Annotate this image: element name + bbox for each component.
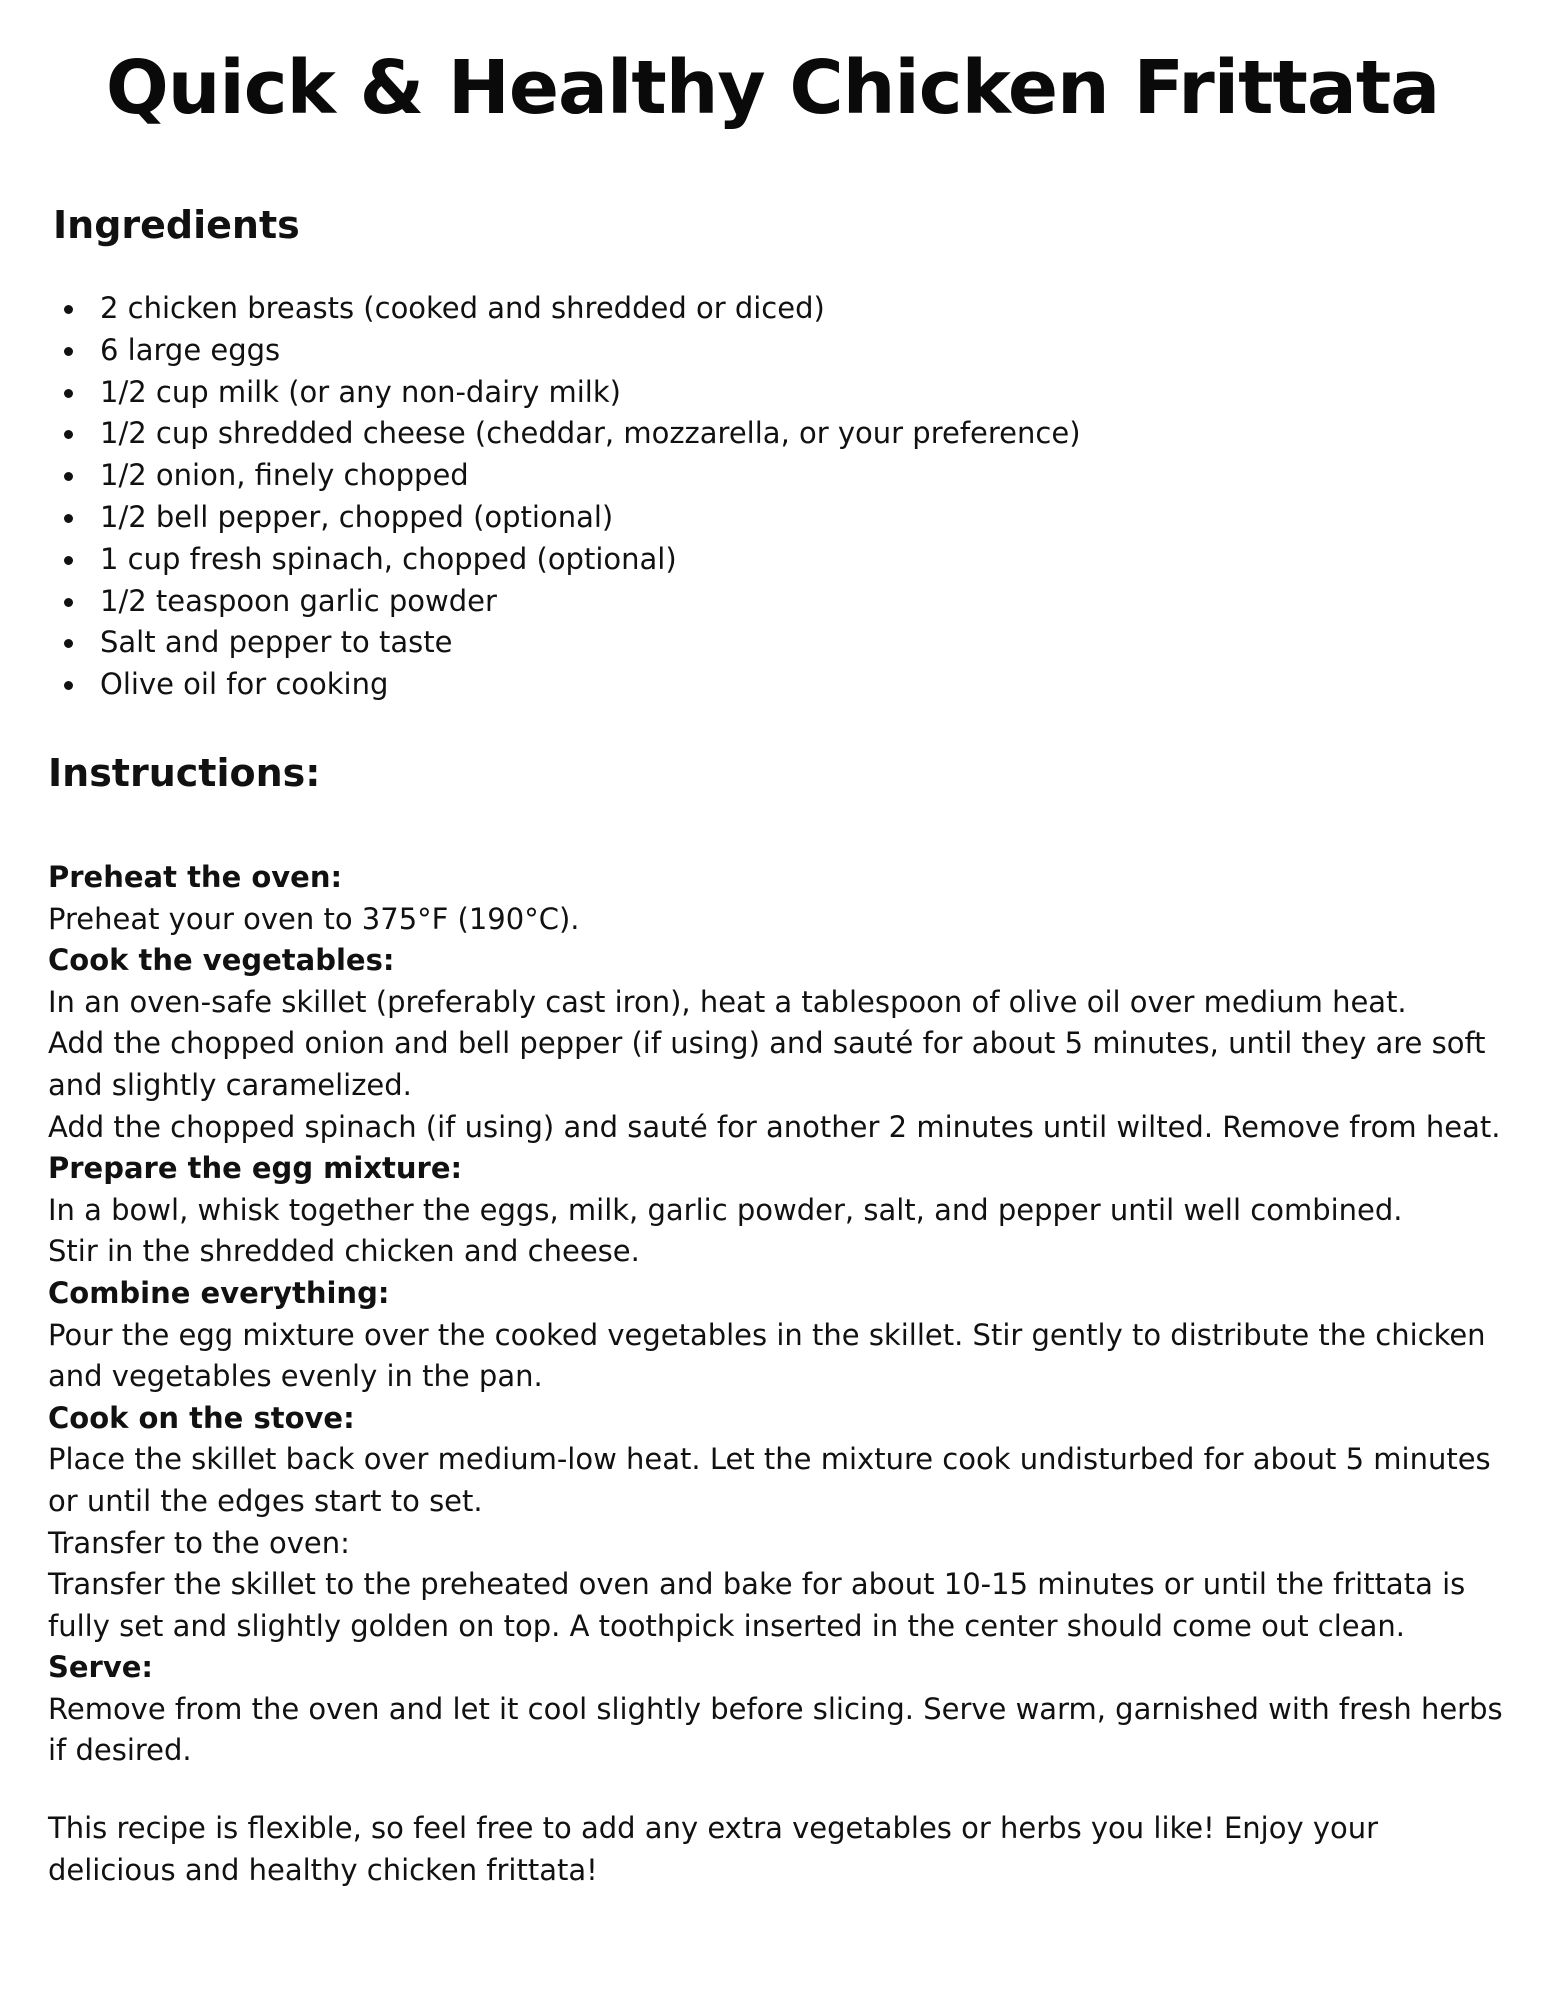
step-title: Preheat the oven: [48, 860, 343, 894]
ingredient-item: 1/2 teaspoon garlic powder [58, 581, 1081, 623]
page-title: Quick & Healthy Chicken Frittata [105, 45, 1440, 131]
step-text: Pour the egg mixture over the cooked vegetables in the skillet. Stir gently to distribute the chicken and vegetables evenly in the pan. [48, 1317, 1486, 1394]
ingredient-item: Olive oil for cooking [58, 664, 1081, 706]
step-text: Transfer the skillet to the preheated oven and bake for about 10-15 minutes or until the frittata is fully set and slightly golden on top. A toothpick inserted in the center should come out clean. [48, 1567, 1466, 1643]
bullet-icon [64, 514, 73, 523]
step-preheat [48, 857, 1508, 940]
ingredient-item: Salt and pepper to taste [58, 622, 1081, 664]
ingredient-item: 1/2 onion, finely chopped [58, 455, 1081, 497]
step-text: In a bowl, whisk together the eggs, milk, garlic powder, salt, and pepper until well combined. [48, 1192, 1403, 1227]
instructions-body [48, 857, 1508, 1772]
step-text: Stir in the shredded chicken and cheese. [48, 1234, 640, 1269]
step-text: Preheat your oven to 375°F (190°C). [48, 901, 580, 936]
step-text: In an oven-safe skillet (preferably cast iron), heat a tablespoon of olive oil over medium heat. [48, 984, 1407, 1019]
step-title: Prepare the egg mixture: [48, 1151, 463, 1186]
bullet-icon [64, 639, 73, 648]
ingredient-list [58, 288, 1081, 706]
closing-note: This recipe is flexible, so feel free to add any extra vegetables or herbs you like! Enjoy your delicious and healthy chicken frittata! [48, 1811, 1379, 1887]
bullet-icon [64, 389, 73, 398]
ingredient-item: 1/2 cup shredded cheese (cheddar, mozzarella, or your preference) [58, 413, 1081, 455]
bullet-icon [64, 681, 73, 690]
step-text: Place the skillet back over medium-low heat. Let the mixture cook undisturbed for about 5 minutes or until the edges start to set. [48, 1442, 1491, 1518]
step-text: Remove from the oven and let it cool slightly before slicing. Serve warm, garnished with fresh herbs if desired. [48, 1691, 1503, 1768]
step-serve [48, 1647, 1508, 1772]
bullet-icon [64, 556, 73, 565]
step-text: Add the chopped onion and bell pepper (if using) and sauté for about 5 minutes, until they are soft and slightly caramelized. [48, 1026, 1486, 1102]
step-egg-mixture [48, 1148, 1508, 1273]
ingredient-item: 2 chicken breasts (cooked and shredded or diced) [58, 288, 1081, 330]
step-title: Combine everything: [48, 1275, 390, 1310]
step-title: Cook on the stove: [48, 1400, 355, 1435]
bullet-icon [64, 430, 73, 439]
step-title: Serve: [48, 1650, 154, 1685]
ingredient-item: 1/2 cup milk (or any non-dairy milk) [58, 372, 1081, 414]
step-combine [48, 1273, 1508, 1398]
bullet-icon [64, 347, 73, 356]
step-title: Transfer to the oven: [48, 1525, 350, 1560]
step-cook-vegetables [48, 940, 1508, 1148]
ingredient-item: 1/2 bell pepper, chopped (optional) [58, 497, 1081, 539]
bullet-icon [64, 305, 73, 314]
bullet-icon [64, 598, 73, 607]
ingredient-item: 6 large eggs [58, 330, 1081, 372]
ingredient-item: 1 cup fresh spinach, chopped (optional) [58, 539, 1081, 581]
step-title: Cook the vegetables: [48, 943, 395, 978]
step-text: Add the chopped spinach (if using) and sauté for another 2 minutes until wilted. Remove from heat. [48, 1109, 1501, 1144]
step-stove [48, 1398, 1508, 1523]
bullet-icon [64, 472, 73, 481]
instructions-heading: Instructions: [48, 751, 321, 795]
ingredients-heading: Ingredients [53, 203, 300, 247]
step-oven [48, 1523, 1508, 1648]
